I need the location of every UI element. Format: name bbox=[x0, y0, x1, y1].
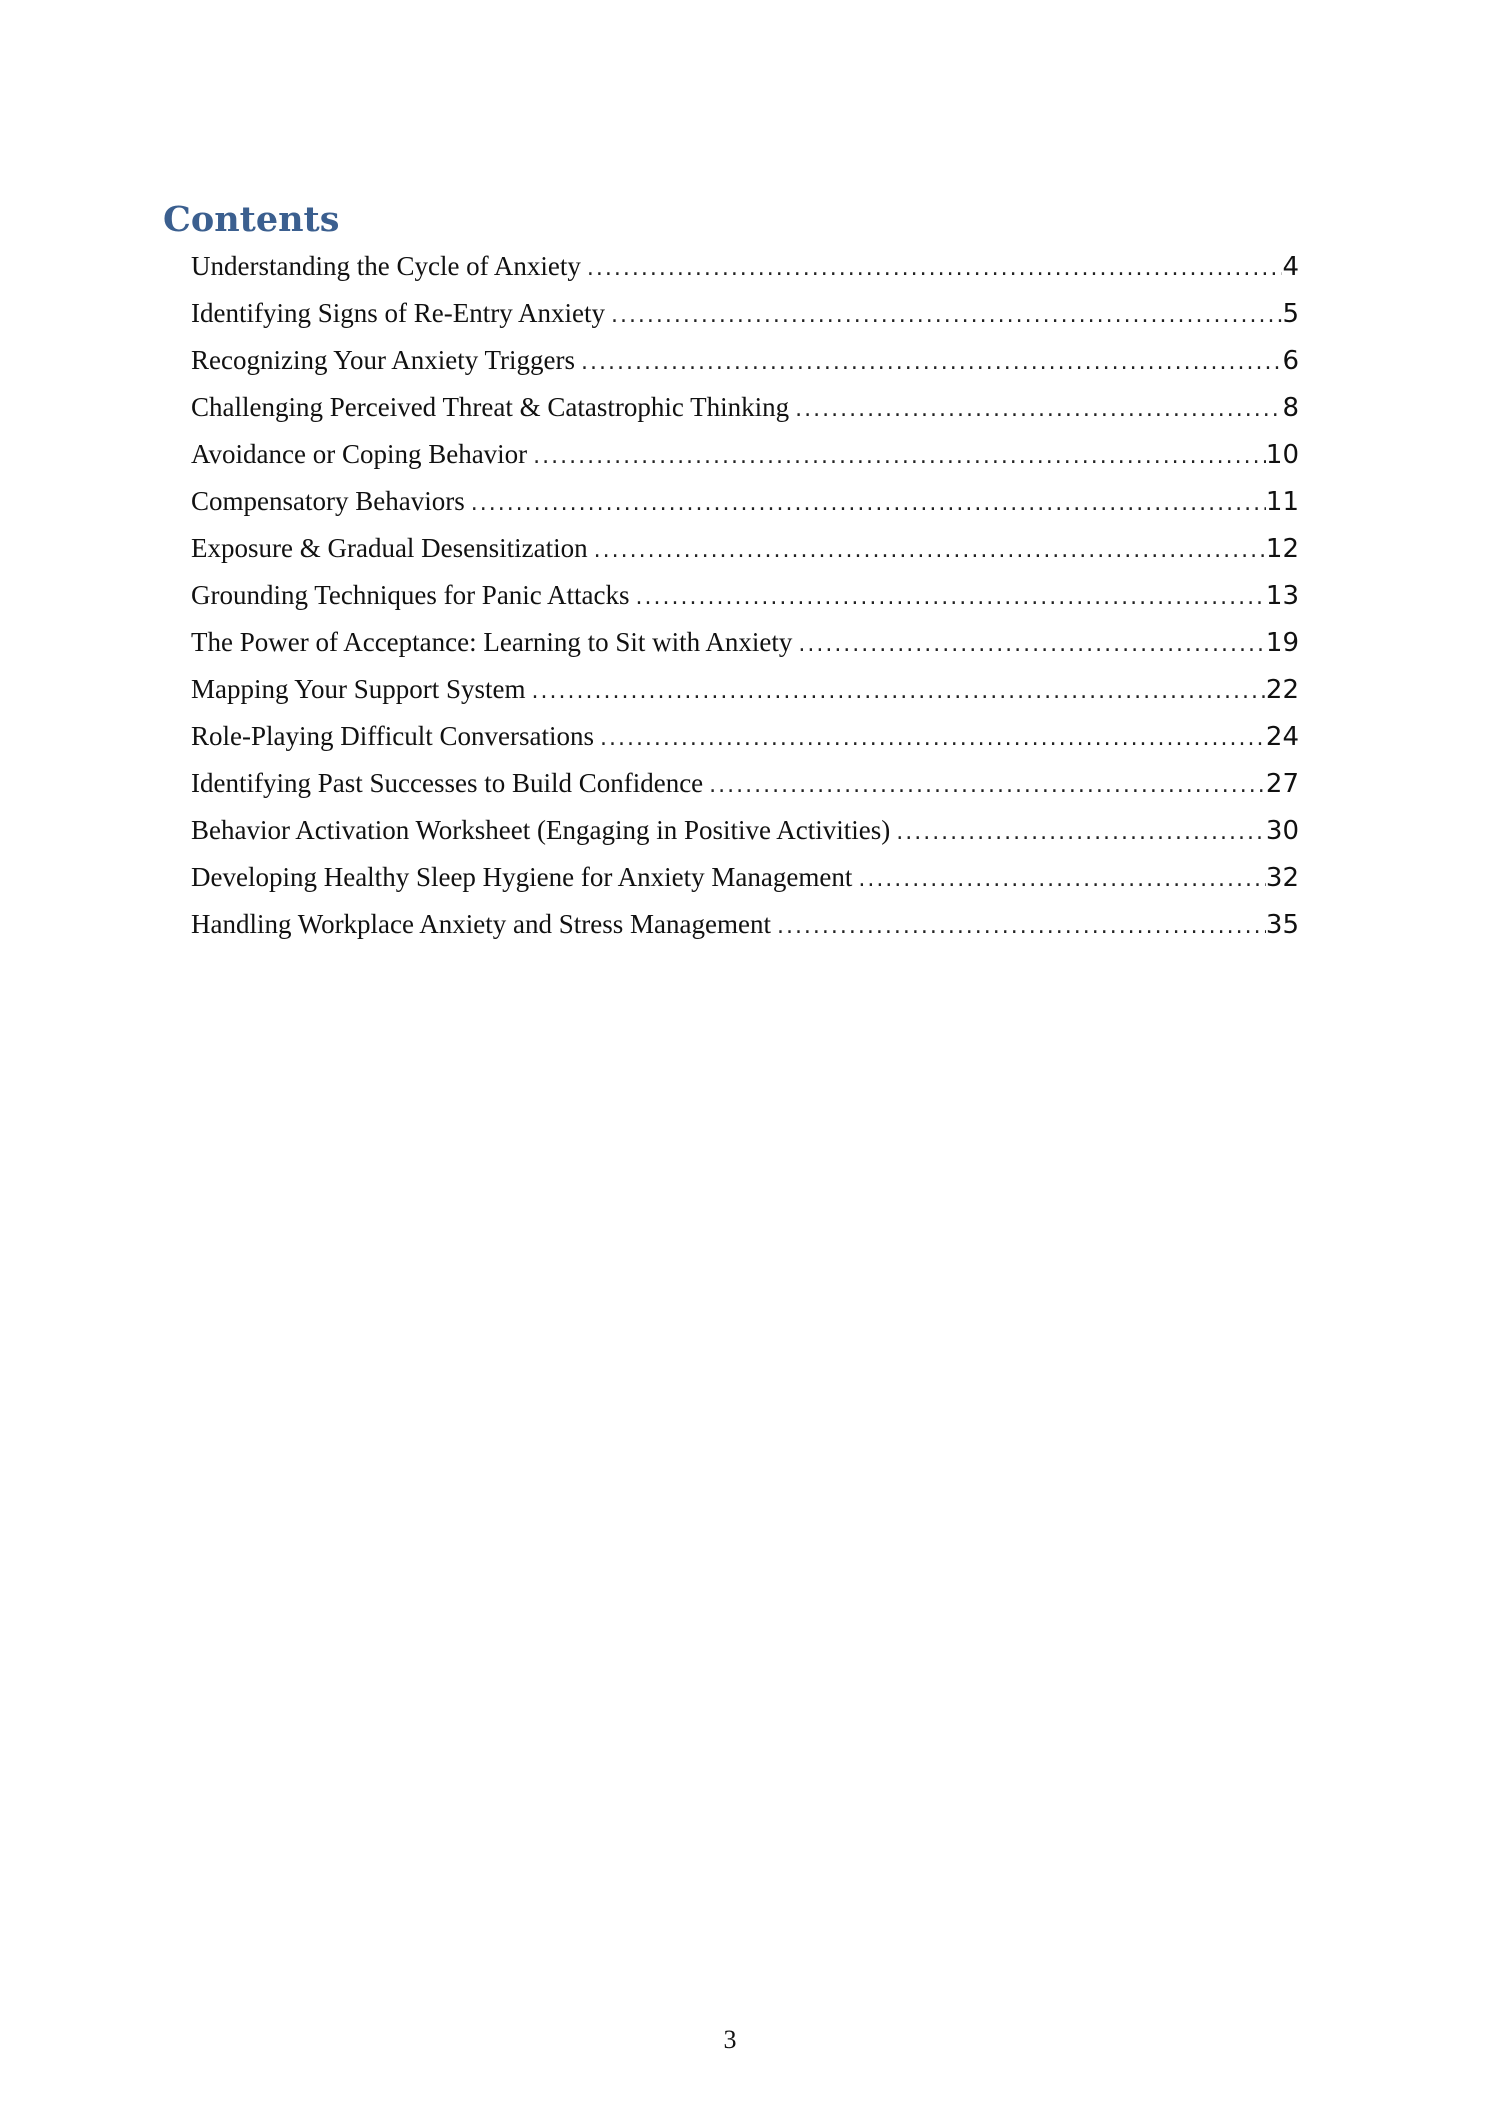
toc-entry[interactable] bbox=[191, 478, 1299, 525]
toc-entry-page: 13 bbox=[1265, 581, 1299, 611]
toc-dot-leader bbox=[581, 245, 1283, 290]
toc-entry-title: Compensatory Behaviors bbox=[191, 486, 465, 516]
toc-dot-leader bbox=[792, 621, 1266, 666]
toc-entry[interactable] bbox=[191, 619, 1299, 666]
toc-entry-page: 24 bbox=[1265, 722, 1299, 752]
toc-dot-leader bbox=[771, 903, 1266, 948]
toc-entry-title: Behavior Activation Worksheet (Engaging in Positive Activities) bbox=[191, 815, 891, 845]
toc-entry-page: 32 bbox=[1265, 863, 1299, 893]
toc-entry-title: Handling Workplace Anxiety and Stress Management bbox=[191, 909, 771, 939]
table-of-contents bbox=[191, 243, 1299, 948]
toc-entry-title: Mapping Your Support System bbox=[191, 674, 526, 704]
toc-entry-page: 8 bbox=[1282, 393, 1299, 423]
toc-entry-page: 30 bbox=[1265, 816, 1299, 846]
toc-entry-page: 12 bbox=[1265, 534, 1299, 564]
toc-dot-leader bbox=[630, 574, 1266, 619]
toc-entry-title: Recognizing Your Anxiety Triggers bbox=[191, 345, 576, 375]
toc-entry[interactable] bbox=[191, 854, 1299, 901]
toc-dot-leader bbox=[526, 668, 1266, 713]
toc-entry[interactable] bbox=[191, 713, 1299, 760]
toc-entry[interactable] bbox=[191, 572, 1299, 619]
toc-entry[interactable] bbox=[191, 666, 1299, 713]
toc-dot-leader bbox=[890, 809, 1266, 854]
toc-dot-leader bbox=[605, 292, 1283, 337]
contents-heading: Contents bbox=[163, 199, 340, 240]
toc-dot-leader bbox=[575, 339, 1282, 384]
toc-entry-page: 10 bbox=[1265, 440, 1299, 470]
toc-dot-leader bbox=[789, 386, 1282, 431]
toc-entry[interactable] bbox=[191, 337, 1299, 384]
toc-entry[interactable] bbox=[191, 525, 1299, 572]
toc-dot-leader bbox=[703, 762, 1266, 807]
toc-entry-page: 5 bbox=[1282, 299, 1299, 329]
toc-entry[interactable] bbox=[191, 760, 1299, 807]
toc-entry[interactable] bbox=[191, 384, 1299, 431]
toc-dot-leader bbox=[465, 480, 1266, 525]
toc-entry-page: 22 bbox=[1265, 675, 1299, 705]
toc-entry-page: 4 bbox=[1282, 252, 1299, 282]
toc-entry-page: 35 bbox=[1265, 910, 1299, 940]
toc-entry[interactable] bbox=[191, 243, 1299, 290]
toc-entry-title: The Power of Acceptance: Learning to Sit with Anxiety bbox=[191, 627, 793, 657]
toc-dot-leader bbox=[527, 433, 1266, 478]
toc-entry[interactable] bbox=[191, 901, 1299, 948]
toc-entry-title: Exposure & Gradual Desensitization bbox=[191, 533, 588, 563]
toc-dot-leader bbox=[852, 856, 1266, 901]
toc-dot-leader bbox=[588, 527, 1266, 572]
toc-entry-page: 11 bbox=[1265, 487, 1299, 517]
toc-entry-page: 6 bbox=[1282, 346, 1299, 376]
toc-entry-title: Role-Playing Difficult Conversations bbox=[191, 721, 594, 751]
toc-entry-page: 19 bbox=[1265, 628, 1299, 658]
toc-entry[interactable] bbox=[191, 290, 1299, 337]
toc-dot-leader bbox=[594, 715, 1266, 760]
toc-entry[interactable] bbox=[191, 807, 1299, 854]
toc-entry-title: Identifying Past Successes to Build Confidence bbox=[191, 768, 704, 798]
toc-entry-title: Understanding the Cycle of Anxiety bbox=[191, 251, 581, 281]
toc-entry-page: 27 bbox=[1265, 769, 1299, 799]
toc-entry-title: Challenging Perceived Threat & Catastrophic Thinking bbox=[191, 392, 790, 422]
toc-entry-title: Identifying Signs of Re-Entry Anxiety bbox=[191, 298, 605, 328]
toc-entry-title: Avoidance or Coping Behavior bbox=[191, 439, 528, 469]
toc-entry-title: Grounding Techniques for Panic Attacks bbox=[191, 580, 630, 610]
toc-entry[interactable] bbox=[191, 431, 1299, 478]
page-number: 3 bbox=[723, 2025, 737, 2054]
toc-entry-title: Developing Healthy Sleep Hygiene for Anxiety Management bbox=[191, 862, 853, 892]
